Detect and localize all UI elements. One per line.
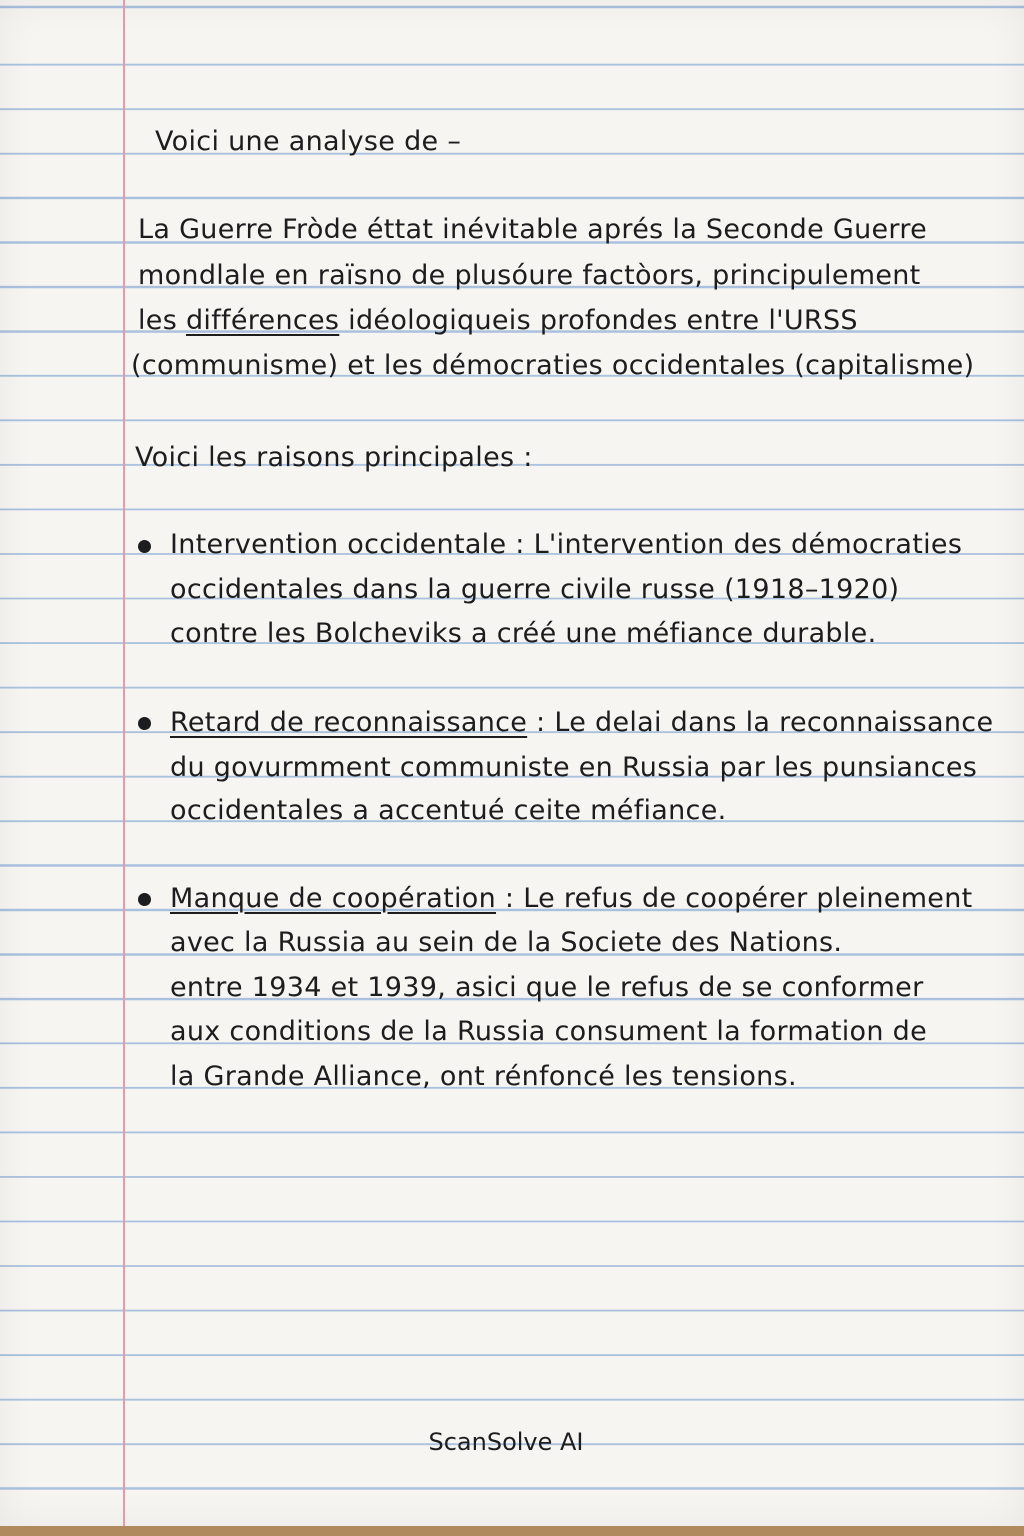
bullet-3-title: Manque de coopération — [170, 883, 497, 914]
bullet-icon — [138, 540, 151, 553]
intro-heading: Voici une analyse de – — [155, 126, 462, 157]
bullet-2-line-1 — [170, 709, 993, 736]
bullet-1-title: Intervention occidentale — [170, 529, 507, 560]
bullet-3-line-2: avec la Russia au sein de la Societe des Nations. — [170, 927, 843, 958]
bullet-3-line-4: aux conditions de la Russia consument la formation de — [170, 1016, 928, 1047]
paragraph-line-3-post: idéologiqueis profondes entre l'URSS — [339, 305, 858, 336]
footer-brand: ScanSolve AI — [428, 1428, 584, 1456]
bullet-2-title: Retard de reconnaissance — [170, 707, 528, 738]
bullet-1-line-3: contre les Bolcheviks a créé une méfiance durable. — [170, 618, 877, 649]
bullet-2-sep: : — [527, 707, 555, 738]
bullet-3-text: Le refus de coopérer pleinement — [523, 883, 973, 914]
bullet-3-line-3: entre 1934 et 1939, asici que le refus de se conformer — [170, 972, 924, 1003]
paragraph-line-2: mondlale en raïsno de plusóure factòors, principulement — [138, 260, 921, 291]
bullet-3-line-1 — [170, 885, 973, 912]
bullet-1-line-1 — [170, 531, 962, 558]
underlined-word: différences — [185, 305, 340, 336]
paragraph-line-4: (communisme) et les démocraties occidentales (capitalisme) — [131, 350, 975, 381]
bullet-2-line-2: du govurmment communiste en Russia par les punsiances — [170, 752, 978, 783]
paragraph-line-1: La Guerre Fròde éttat inévitable aprés la Seconde Guerre — [138, 214, 928, 245]
reasons-intro: Voici les raisons principales : — [135, 442, 533, 473]
paragraph-line-3-pre: les — [138, 305, 186, 336]
bullet-3-line-5: la Grande Alliance, ont rénfoncé les tensions. — [170, 1061, 797, 1092]
margin-line — [123, 0, 125, 1526]
bullet-1-text: L'intervention des démocraties — [533, 529, 963, 560]
bullet-icon — [138, 893, 151, 906]
paragraph-line-3 — [138, 307, 858, 334]
bullet-3-sep: : — [496, 883, 524, 914]
bullet-1-sep: : — [506, 529, 534, 560]
bullet-1-line-2: occidentales dans la guerre civile russe (1918–1920) — [170, 574, 900, 605]
bullet-2-line-3: occidentales a accentué ceite méfiance. — [170, 795, 727, 826]
bullet-icon — [138, 717, 151, 730]
bullet-2-text: Le delai dans la reconnaissance — [554, 707, 994, 738]
